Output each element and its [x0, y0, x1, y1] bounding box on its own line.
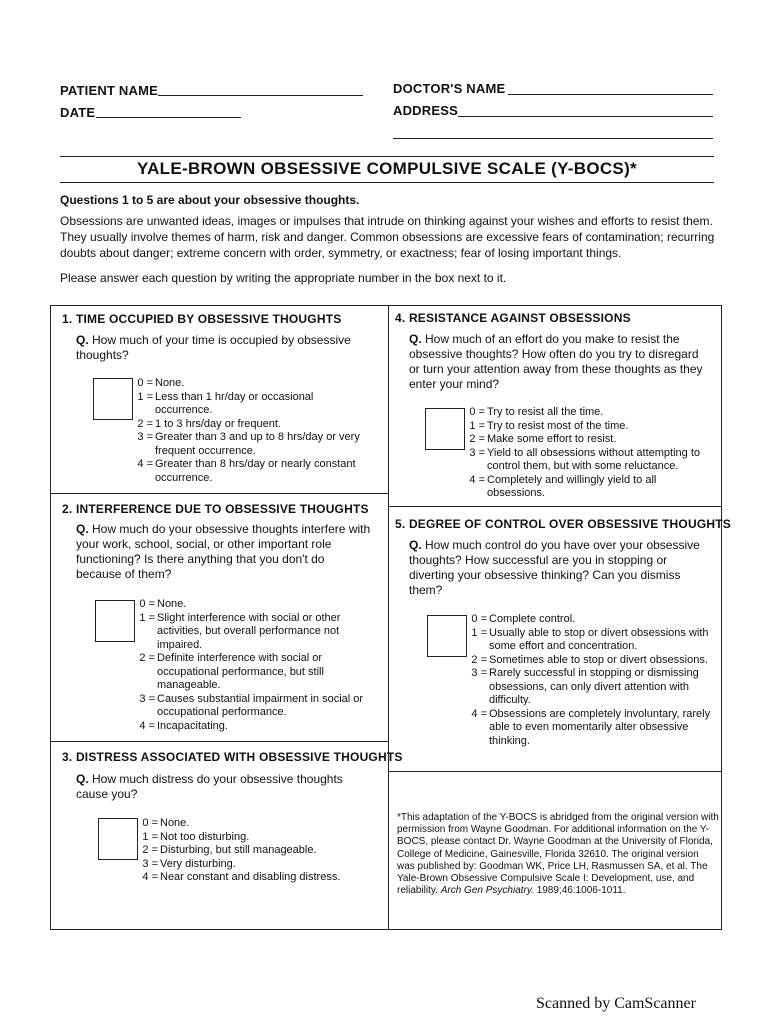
intro-lead: Questions 1 to 5 are about your obsessive thoughts.	[60, 193, 360, 207]
grid-left-div-1	[50, 493, 389, 494]
intro-instruction: Please answer each question by writing the appropriate number in the box next to it.	[60, 271, 507, 285]
doctor-name-field[interactable]	[508, 94, 713, 95]
question-2-options	[125, 598, 370, 733]
date-label: DATE	[60, 105, 96, 120]
option: 1 = Not too disturbing.	[142, 830, 250, 843]
grid-right-div-1	[388, 506, 722, 507]
question-2-prompt: How much do your obsessive thoughts interfere with your work, school, social, or other important role functioning? Is there anything that you don't do because of them?	[76, 522, 371, 581]
option: 4 = Near constant and disabling distress.	[142, 871, 341, 883]
option: 1 = Usually able to stop or divert obsessions with some effort and concentration.	[471, 626, 709, 652]
option: 4 = Obsessions are completely involuntary, rarely able to even momentarily alter obsessive thinking.	[471, 707, 711, 747]
grid-left	[50, 305, 51, 930]
question-5-prefix: Q.	[409, 538, 422, 552]
question-4-options	[455, 406, 717, 501]
address-label: ADDRESS	[393, 103, 458, 118]
option: 3 = Rarely successful in stopping or dismissing obsessions, can only divert attention with difficulty.	[471, 667, 699, 706]
question-5-text	[409, 538, 709, 598]
footnote-main: *This adaptation of the Y-BOCS is abridged from the original version with permission from Wayne Goodman. For additional information on the Y-BOCS, please contact Dr. Wayne Goodman at the University of Florida, College of Medicine, Gainesville, Florida 32610. The original version was published by: Goodman WK, Price LH, Rasmussen SA, et al. The Yale-Brown Obsessive Compulsive Scale I: Development, use, and reliability.	[397, 812, 719, 897]
option: 1 = Less than 1 hr/day or occasional occurrence.	[137, 390, 314, 416]
question-3-heading: 3. DISTRESS ASSOCIATED WITH OBSESSIVE THOUGHTS	[62, 750, 403, 764]
question-3-text	[76, 772, 371, 802]
footnote-journal: Arch Gen Psychiatry.	[440, 885, 534, 897]
footnote-citation: 1989;46:1006-1011.	[536, 885, 626, 897]
option: 2 = Make some effort to resist.	[469, 433, 617, 445]
question-4-prefix: Q.	[409, 332, 422, 346]
question-5-heading: 5. DEGREE OF CONTROL OVER OBSESSIVE THOUGHTS	[395, 517, 731, 531]
grid-right-div-2	[388, 771, 722, 772]
grid-top	[50, 305, 722, 306]
option: 0 = None.	[139, 598, 187, 610]
question-3-prompt: How much distress do your obsessive thoughts cause you?	[76, 772, 343, 801]
option: 1 = Try to resist most of the time.	[469, 419, 629, 432]
footnote	[397, 812, 719, 897]
option: 3 = Greater than 3 and up to 8 hrs/day or very frequent occurrence.	[137, 431, 360, 457]
address-field-line-2[interactable]	[393, 138, 713, 139]
patient-name-field[interactable]	[158, 95, 363, 96]
question-5-prompt: How much control do you have over your obsessive thoughts? How successful are you in stopping or diverting your obsessive thinking? Can you dismiss them?	[409, 538, 700, 597]
option: 4 = Completely and willingly yield to all obsessions.	[469, 473, 657, 499]
option: 2 = Disturbing, but still manageable.	[142, 844, 317, 856]
intro-definition: Obsessions are unwanted ideas, images or impulses that intrude on thinking against your wishes and efforts to resist them. They usually involve themes of harm, risk and danger. Common obsessions are excessive fears of contamination; recurring doubts about danger; extreme concern with order, symmetry, or exactness; fear of losing important things.	[60, 214, 715, 260]
grid-bottom	[50, 929, 722, 930]
title-top-rule	[60, 156, 714, 157]
question-2-prefix: Q.	[76, 522, 89, 536]
option: 2 = 1 to 3 hrs/day or frequent.	[137, 417, 281, 430]
title-bottom-rule	[60, 182, 714, 183]
option: 3 = Causes substantial impairment in social or occupational performance.	[139, 692, 364, 718]
option: 0 = None.	[137, 377, 185, 389]
patient-name-label: PATIENT NAME	[60, 83, 158, 98]
date-field[interactable]	[96, 117, 241, 118]
question-4-prompt: How much of an effort do you make to resist the obsessive thoughts? How often do you try to disregard or turn your attention away from these thoughts as they enter your mind?	[409, 332, 703, 391]
question-1-prompt: How much of your time is occupied by obsessive thoughts?	[76, 333, 351, 362]
option: 2 = Sometimes able to stop or divert obsessions.	[471, 653, 708, 666]
option: 0 = Try to resist all the time.	[469, 406, 604, 418]
question-1-options	[123, 377, 368, 485]
page-title: YALE-BROWN OBSESSIVE COMPULSIVE SCALE (Y-BOCS)*	[137, 159, 637, 178]
question-1-prefix: Q.	[76, 333, 89, 347]
option: 0 = Complete control.	[471, 613, 576, 625]
question-2-text	[76, 522, 371, 582]
option: 3 = Yield to all obsessions without attempting to control them, but with some reluctance.	[469, 446, 700, 472]
grid-mid	[388, 305, 389, 930]
question-4-heading: 4. RESISTANCE AGAINST OBSESSIONS	[395, 311, 631, 325]
option: 2 = Definite interference with social or occupational performance, but still manageable.	[139, 652, 324, 691]
doctor-name-label: DOCTOR'S NAME	[393, 81, 506, 96]
grid-left-div-2	[50, 741, 389, 742]
question-3-options	[128, 817, 373, 885]
question-1-text	[76, 333, 366, 363]
option: 0 = None.	[142, 817, 190, 829]
option: 1 = Slight interference with social or other activities, but overall performance not impaired.	[139, 611, 341, 651]
option: 3 = Very disturbing.	[142, 857, 236, 870]
address-field-line-1[interactable]	[458, 116, 713, 117]
option: 4 = Incapacitating.	[139, 719, 228, 732]
question-4-text	[409, 332, 704, 392]
grid-right	[721, 305, 722, 930]
option: 4 = Greater than 8 hrs/day or nearly constant occurrence.	[137, 458, 356, 484]
question-5-options	[457, 613, 719, 748]
scanner-watermark: Scanned by CamScanner	[536, 995, 696, 1012]
question-2-heading: 2. INTERFERENCE DUE TO OBSESSIVE THOUGHTS	[62, 502, 369, 516]
question-3-prefix: Q.	[76, 772, 89, 786]
question-1-heading: 1. TIME OCCUPIED BY OBSESSIVE THOUGHTS	[62, 312, 342, 326]
